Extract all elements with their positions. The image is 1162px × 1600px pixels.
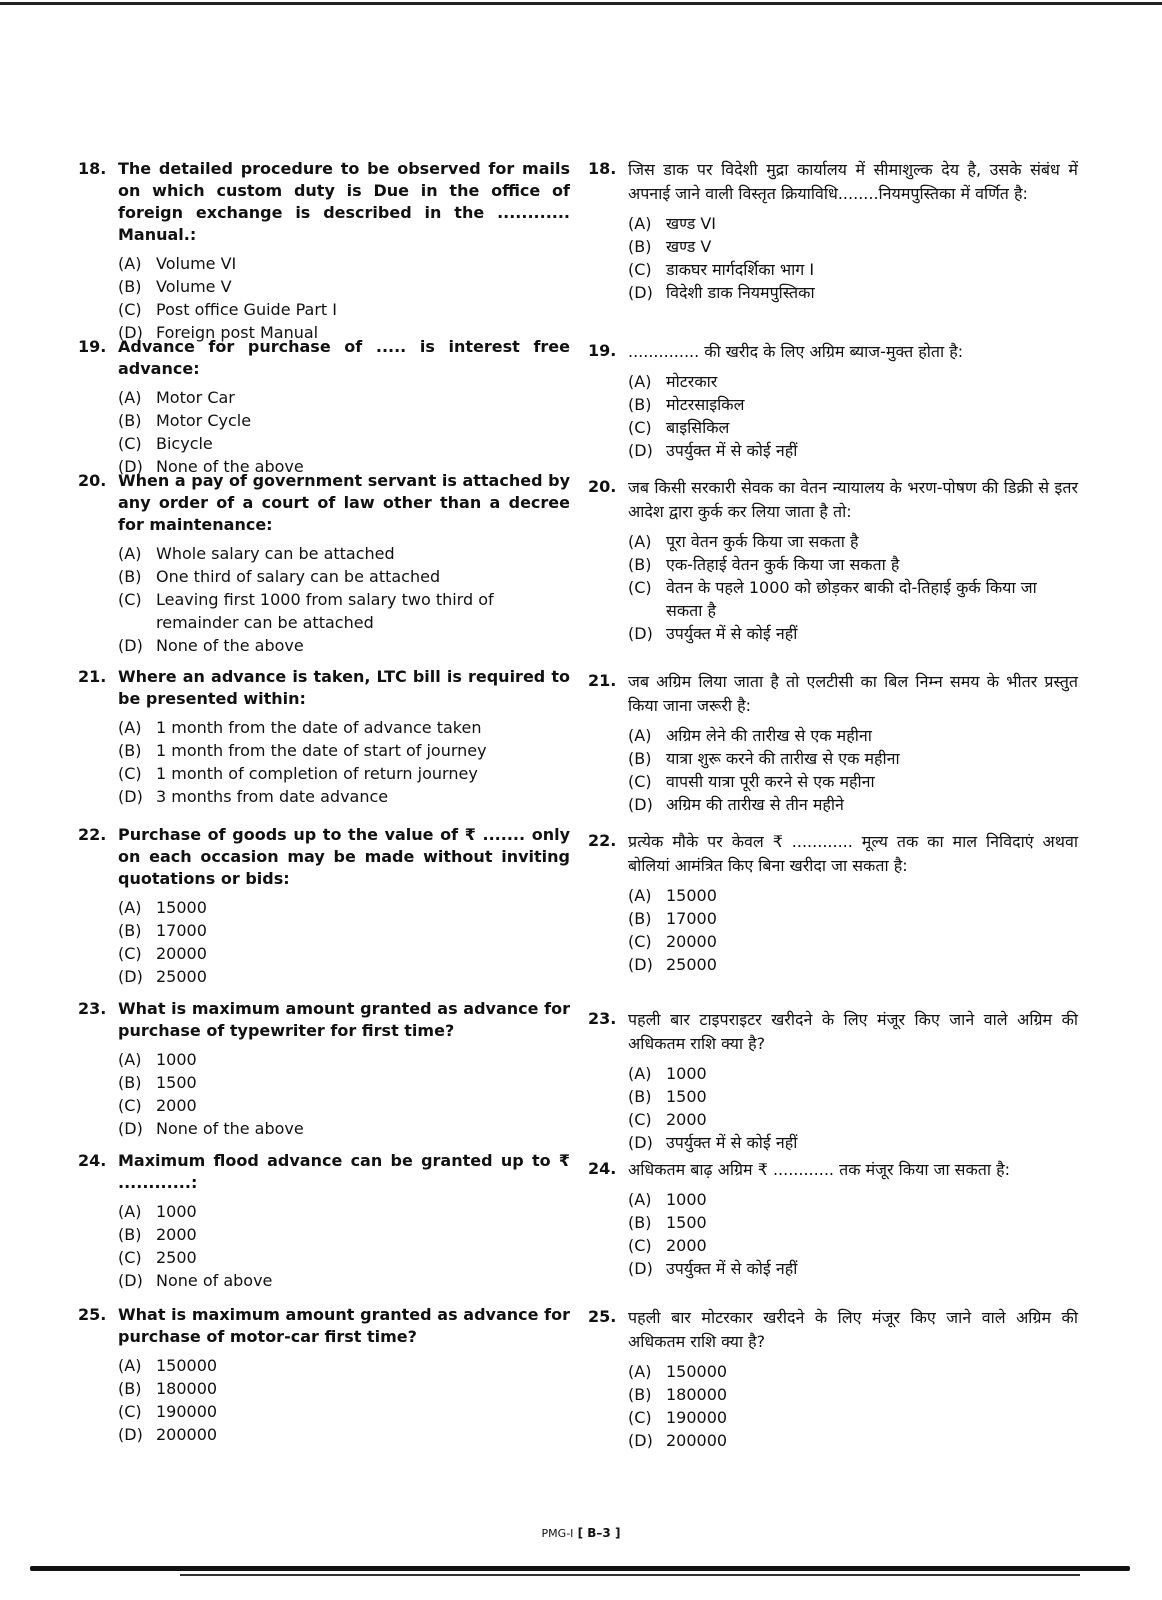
option-text: 15000 xyxy=(156,898,207,917)
option-text: अग्रिम लेने की तारीख से एक महीना xyxy=(666,726,872,745)
question-block xyxy=(78,998,570,1140)
option-item xyxy=(118,739,570,762)
option-text: None of above xyxy=(156,1271,273,1290)
option-item xyxy=(118,762,570,785)
option-list xyxy=(118,896,570,988)
option-item xyxy=(118,298,570,321)
option-label: (C) xyxy=(118,434,142,453)
option-item xyxy=(118,252,570,275)
option-label: (C) xyxy=(118,764,142,783)
option-item xyxy=(118,1354,570,1377)
question-number: 25. xyxy=(588,1307,617,1326)
question-block xyxy=(588,670,1078,816)
option-item xyxy=(118,716,570,739)
question-header xyxy=(588,476,1078,524)
option-label: (B) xyxy=(628,909,652,928)
question-number: 20. xyxy=(588,477,617,496)
question-number: 25. xyxy=(78,1305,107,1324)
option-list xyxy=(628,1360,1078,1452)
option-label: (C) xyxy=(628,578,652,597)
option-item xyxy=(118,1223,570,1246)
option-item xyxy=(118,542,570,565)
option-label: (B) xyxy=(628,749,652,768)
option-label: (C) xyxy=(628,260,652,279)
option-label: (A) xyxy=(628,1362,652,1381)
option-text: 2000 xyxy=(156,1225,197,1244)
option-text: None of the above xyxy=(156,457,304,476)
question-header xyxy=(78,470,570,536)
question-number: 21. xyxy=(588,671,617,690)
question-header xyxy=(78,998,570,1042)
question-header xyxy=(78,336,570,380)
option-label: (C) xyxy=(628,772,652,791)
option-item xyxy=(628,281,1078,304)
option-item xyxy=(118,1269,570,1292)
option-item xyxy=(628,1429,1078,1452)
option-text: Post office Guide Part I xyxy=(156,300,338,319)
option-item xyxy=(118,1071,570,1094)
option-item xyxy=(628,622,1078,645)
option-item xyxy=(628,1131,1078,1154)
option-label: (D) xyxy=(628,955,653,974)
question-number: 22. xyxy=(78,825,107,844)
option-item xyxy=(628,370,1078,393)
option-list xyxy=(628,530,1078,645)
option-label: (A) xyxy=(118,1050,142,1069)
option-item xyxy=(628,576,1078,622)
option-item xyxy=(628,724,1078,747)
option-list xyxy=(118,716,570,808)
question-text: जिस डाक पर विदेशी मुद्रा कार्यालय में सीमाशुल्क देय है, उसके संबंध में अपनाई जाने वाली विस्तृत क्रियाविधि........नियमपुस्तिका में वर्णित है: xyxy=(628,160,1078,203)
option-list xyxy=(118,1048,570,1140)
option-item xyxy=(118,1117,570,1140)
option-label: (B) xyxy=(628,1385,652,1404)
option-label: (D) xyxy=(118,1119,143,1138)
question-number: 19. xyxy=(78,337,107,356)
option-label: (A) xyxy=(118,544,142,563)
question-text: जब अग्रिम लिया जाता है तो एलटीसी का बिल निम्न समय के भीतर प्रस्तुत किया जाना जरूरी है: xyxy=(628,672,1078,715)
option-text: विदेशी डाक नियमपुस्तिका xyxy=(666,283,815,302)
question-text: Purchase of goods up to the value of ₹ ....... only on each occasion may be made without inviting quotations or bids: xyxy=(118,825,570,888)
option-label: (D) xyxy=(628,283,653,302)
option-item xyxy=(118,1094,570,1117)
question-number: 19. xyxy=(588,341,617,360)
option-item xyxy=(628,258,1078,281)
option-label: (C) xyxy=(118,1248,142,1267)
option-text: 20000 xyxy=(666,932,717,951)
option-text: एक-तिहाई वेतन कुर्क किया जा सकता है xyxy=(666,555,900,574)
question-text: जब किसी सरकारी सेवक का वेतन न्यायालय के भरण-पोषण की डिक्री से इतर आदेश द्वारा कुर्क कर लिया जाता है तो: xyxy=(628,478,1078,521)
question-text: What is maximum amount granted as advance for purchase of motor-car first time? xyxy=(118,1305,570,1346)
option-text: 180000 xyxy=(156,1379,218,1398)
option-label: (C) xyxy=(628,1110,652,1129)
option-label: (C) xyxy=(118,1402,142,1421)
option-text: वापसी यात्रा पूरी करने से एक महीना xyxy=(666,772,875,791)
option-item xyxy=(628,1108,1078,1131)
question-number: 18. xyxy=(78,159,107,178)
option-item xyxy=(628,770,1078,793)
option-label: (A) xyxy=(628,214,652,233)
option-text: 200000 xyxy=(156,1425,218,1444)
option-text: 17000 xyxy=(666,909,717,928)
option-item xyxy=(118,896,570,919)
option-list xyxy=(118,252,570,344)
option-label: (C) xyxy=(118,300,142,319)
option-text: मोटरसाइकिल xyxy=(666,395,745,414)
option-text: बाइसिकिल xyxy=(666,418,730,437)
option-text: मोटरकार xyxy=(666,372,718,391)
option-text: 150000 xyxy=(156,1356,218,1375)
option-label: (B) xyxy=(118,921,142,940)
question-block xyxy=(78,1304,570,1446)
option-label: (D) xyxy=(118,1271,143,1290)
option-item xyxy=(118,942,570,965)
option-item xyxy=(628,884,1078,907)
top-rule xyxy=(0,2,1162,5)
question-text: अधिकतम बाढ़ अग्रिम ₹ ............ तक मंजूर किया जा सकता है: xyxy=(628,1160,1011,1179)
option-list xyxy=(118,386,570,478)
option-text: 150000 xyxy=(666,1362,728,1381)
option-label: (B) xyxy=(628,1213,652,1232)
option-item xyxy=(118,588,570,634)
option-label: (D) xyxy=(628,1431,653,1450)
question-text: प्रत्येक मौके पर केवल ₹ ............ मूल्य तक का माल निविदाएं अथवा बोलियां आमंत्रित किए बिना खरीदा जा सकता है: xyxy=(628,832,1078,875)
question-block xyxy=(78,336,570,478)
question-header xyxy=(588,340,1078,364)
question-block xyxy=(588,340,1078,462)
question-block xyxy=(78,158,570,344)
question-header xyxy=(588,830,1078,878)
option-label: (D) xyxy=(628,1133,653,1152)
option-list xyxy=(628,724,1078,816)
option-list xyxy=(628,370,1078,462)
option-item xyxy=(118,409,570,432)
option-label: (D) xyxy=(628,624,653,643)
option-item xyxy=(628,439,1078,462)
question-text: पहली बार मोटरकार खरीदने के लिए मंजूर किए जाने वाले अग्रिम की अधिकतम राशि क्या है? xyxy=(628,1308,1078,1351)
question-number: 24. xyxy=(588,1159,617,1178)
option-text: Whole salary can be attached xyxy=(156,544,395,563)
option-list xyxy=(118,1200,570,1292)
question-header xyxy=(78,158,570,246)
option-text: अग्रिम की तारीख से तीन महीने xyxy=(666,795,844,814)
question-header xyxy=(588,1008,1078,1056)
option-label: (D) xyxy=(628,441,653,460)
option-label: (B) xyxy=(118,741,142,760)
option-list xyxy=(628,1188,1078,1280)
question-header xyxy=(78,666,570,710)
question-block xyxy=(588,1158,1078,1280)
option-label: (C) xyxy=(628,932,652,951)
option-item xyxy=(118,1200,570,1223)
question-header xyxy=(588,158,1078,206)
option-item xyxy=(118,634,570,657)
question-number: 22. xyxy=(588,831,617,850)
option-text: 2000 xyxy=(666,1110,707,1129)
option-label: (B) xyxy=(628,1087,652,1106)
option-text: 2000 xyxy=(666,1236,707,1255)
option-text: उपर्युक्त में से कोई नहीं xyxy=(666,624,798,643)
question-block xyxy=(78,1150,570,1292)
option-item xyxy=(118,565,570,588)
option-text: 1 month of completion of return journey xyxy=(156,764,478,783)
question-block xyxy=(78,824,570,988)
option-text: खण्ड VI xyxy=(666,214,716,233)
option-item xyxy=(118,785,570,808)
option-item xyxy=(628,930,1078,953)
question-block xyxy=(588,476,1078,645)
option-text: 180000 xyxy=(666,1385,728,1404)
option-item xyxy=(628,416,1078,439)
option-text: Motor Cycle xyxy=(156,411,252,430)
option-text: 190000 xyxy=(156,1402,218,1421)
option-item xyxy=(628,1085,1078,1108)
question-header xyxy=(78,1304,570,1348)
option-text: One third of salary can be attached xyxy=(156,567,441,586)
option-item xyxy=(118,432,570,455)
option-item xyxy=(628,1257,1078,1280)
option-text: वेतन के पहले 1000 को छोड़कर बाकी दो-तिहाई कुर्क किया जा सकता है xyxy=(666,578,1037,620)
option-list xyxy=(118,1354,570,1446)
question-number: 24. xyxy=(78,1151,107,1170)
question-number: 23. xyxy=(78,999,107,1018)
option-item xyxy=(118,275,570,298)
page-number: [ B–3 ] xyxy=(577,1526,621,1540)
option-text: Motor Car xyxy=(156,388,235,407)
option-text: 1 month from the date of start of journey xyxy=(156,741,487,760)
option-label: (A) xyxy=(118,718,142,737)
option-label: (C) xyxy=(628,1408,652,1427)
option-text: 25000 xyxy=(156,967,207,986)
question-text: Maximum flood advance can be granted up to ₹ ............: xyxy=(118,1151,570,1192)
option-item xyxy=(628,1211,1078,1234)
question-text: The detailed procedure to be observed for mails on which custom duty is Due in the office of foreign exchange is described in the ............ Manual.: xyxy=(118,159,570,244)
option-label: (B) xyxy=(628,555,652,574)
option-list xyxy=(118,542,570,657)
option-label: (A) xyxy=(118,1356,142,1375)
option-text: उपर्युक्त में से कोई नहीं xyxy=(666,1133,798,1152)
page-footer xyxy=(0,1526,1162,1540)
option-text: None of the above xyxy=(156,636,304,655)
option-text: 25000 xyxy=(666,955,717,974)
option-label: (B) xyxy=(628,395,652,414)
option-text: 1500 xyxy=(156,1073,197,1092)
question-block xyxy=(588,830,1078,976)
option-item xyxy=(628,1062,1078,1085)
option-item xyxy=(628,1383,1078,1406)
option-label: (B) xyxy=(118,277,142,296)
option-label: (A) xyxy=(118,1202,142,1221)
option-text: 1500 xyxy=(666,1213,707,1232)
option-label: (A) xyxy=(628,1064,652,1083)
option-label: (D) xyxy=(118,636,143,655)
option-item xyxy=(628,393,1078,416)
bottom-rule xyxy=(30,1566,1130,1571)
option-item xyxy=(628,235,1078,258)
option-text: 2000 xyxy=(156,1096,197,1115)
question-text: .............. की खरीद के लिए अग्रिम ब्याज-मुक्त होता है: xyxy=(628,342,964,361)
question-text: Where an advance is taken, LTC bill is required to be presented within: xyxy=(118,667,570,708)
option-label: (B) xyxy=(118,1225,142,1244)
option-label: (B) xyxy=(118,567,142,586)
option-item xyxy=(628,1234,1078,1257)
option-label: (D) xyxy=(118,787,143,806)
option-item xyxy=(118,386,570,409)
question-text: When a pay of government servant is attached by any order of a court of law other than a decree for maintenance: xyxy=(118,471,570,534)
option-item xyxy=(118,1423,570,1446)
option-text: खण्ड V xyxy=(666,237,712,256)
option-text: 3 months from date advance xyxy=(156,787,389,806)
option-item xyxy=(628,1188,1078,1211)
option-item xyxy=(118,1246,570,1269)
question-block xyxy=(588,1306,1078,1452)
option-text: 1000 xyxy=(666,1190,707,1209)
option-label: (C) xyxy=(118,1096,142,1115)
option-item xyxy=(628,1406,1078,1429)
option-text: 190000 xyxy=(666,1408,728,1427)
option-item xyxy=(118,1400,570,1423)
option-label: (A) xyxy=(628,726,652,745)
option-label: (D) xyxy=(628,1259,653,1278)
question-header xyxy=(588,1158,1078,1182)
question-header xyxy=(78,824,570,890)
option-text: Bicycle xyxy=(156,434,213,453)
option-list xyxy=(628,212,1078,304)
option-label: (B) xyxy=(628,237,652,256)
option-item xyxy=(628,553,1078,576)
bottom-rule-thin xyxy=(180,1574,1080,1576)
question-text: Advance for purchase of ..... is interest free advance: xyxy=(118,337,570,378)
option-text: Leaving first 1000 from salary two third of remainder can be attached xyxy=(156,590,494,632)
question-header xyxy=(78,1150,570,1194)
option-item xyxy=(118,919,570,942)
option-label: (D) xyxy=(118,967,143,986)
option-label: (B) xyxy=(118,1073,142,1092)
option-item xyxy=(118,965,570,988)
option-label: (C) xyxy=(118,590,142,609)
question-number: 21. xyxy=(78,667,107,686)
option-text: 20000 xyxy=(156,944,207,963)
option-item xyxy=(118,1048,570,1071)
option-label: (A) xyxy=(628,532,652,551)
option-text: 1500 xyxy=(666,1087,707,1106)
option-label: (C) xyxy=(118,944,142,963)
option-list xyxy=(628,884,1078,976)
option-label: (A) xyxy=(628,1190,652,1209)
option-label: (A) xyxy=(118,388,142,407)
option-item xyxy=(628,953,1078,976)
option-item xyxy=(628,907,1078,930)
option-text: 1000 xyxy=(156,1202,197,1221)
option-label: (D) xyxy=(118,1425,143,1444)
option-item xyxy=(118,1377,570,1400)
option-label: (C) xyxy=(628,418,652,437)
paper-code: PMG-I xyxy=(541,1527,574,1540)
option-label: (A) xyxy=(118,898,142,917)
option-label: (B) xyxy=(118,1379,142,1398)
option-text: पूरा वेतन कुर्क किया जा सकता है xyxy=(666,532,859,551)
question-text: What is maximum amount granted as advance for purchase of typewriter for first time? xyxy=(118,999,570,1040)
option-text: 17000 xyxy=(156,921,207,940)
option-item xyxy=(628,1360,1078,1383)
option-label: (A) xyxy=(628,886,652,905)
option-text: 1 month from the date of advance taken xyxy=(156,718,482,737)
option-text: Foreign post Manual xyxy=(156,323,319,342)
option-label: (A) xyxy=(628,372,652,391)
question-block xyxy=(78,470,570,657)
option-label: (D) xyxy=(628,795,653,814)
option-text: 200000 xyxy=(666,1431,728,1450)
question-header xyxy=(588,1306,1078,1354)
option-list xyxy=(628,1062,1078,1154)
option-item xyxy=(628,212,1078,235)
option-text: Volume V xyxy=(156,277,232,296)
option-text: 1000 xyxy=(156,1050,197,1069)
question-block xyxy=(588,1008,1078,1154)
option-item xyxy=(628,793,1078,816)
question-block xyxy=(588,158,1078,304)
option-label: (C) xyxy=(628,1236,652,1255)
option-text: यात्रा शुरू करने की तारीख से एक महीना xyxy=(666,749,900,768)
option-item xyxy=(628,747,1078,770)
question-number: 18. xyxy=(588,159,617,178)
option-label: (D) xyxy=(118,323,143,342)
option-text: डाकघर मार्गदर्शिका भाग I xyxy=(666,260,815,279)
option-text: उपर्युक्त में से कोई नहीं xyxy=(666,1259,798,1278)
option-text: None of the above xyxy=(156,1119,304,1138)
option-text: 2500 xyxy=(156,1248,197,1267)
question-block xyxy=(78,666,570,808)
option-text: 15000 xyxy=(666,886,717,905)
option-text: उपर्युक्त में से कोई नहीं xyxy=(666,441,798,460)
option-label: (A) xyxy=(118,254,142,273)
option-text: Volume VI xyxy=(156,254,237,273)
option-label: (D) xyxy=(118,457,143,476)
option-item xyxy=(628,530,1078,553)
option-label: (B) xyxy=(118,411,142,430)
question-text: पहली बार टाइपराइटर खरीदने के लिए मंजूर किए जाने वाले अग्रिम की अधिकतम राशि क्या है? xyxy=(628,1010,1078,1053)
question-header xyxy=(588,670,1078,718)
question-number: 20. xyxy=(78,471,107,490)
question-number: 23. xyxy=(588,1009,617,1028)
option-text: 1000 xyxy=(666,1064,707,1083)
